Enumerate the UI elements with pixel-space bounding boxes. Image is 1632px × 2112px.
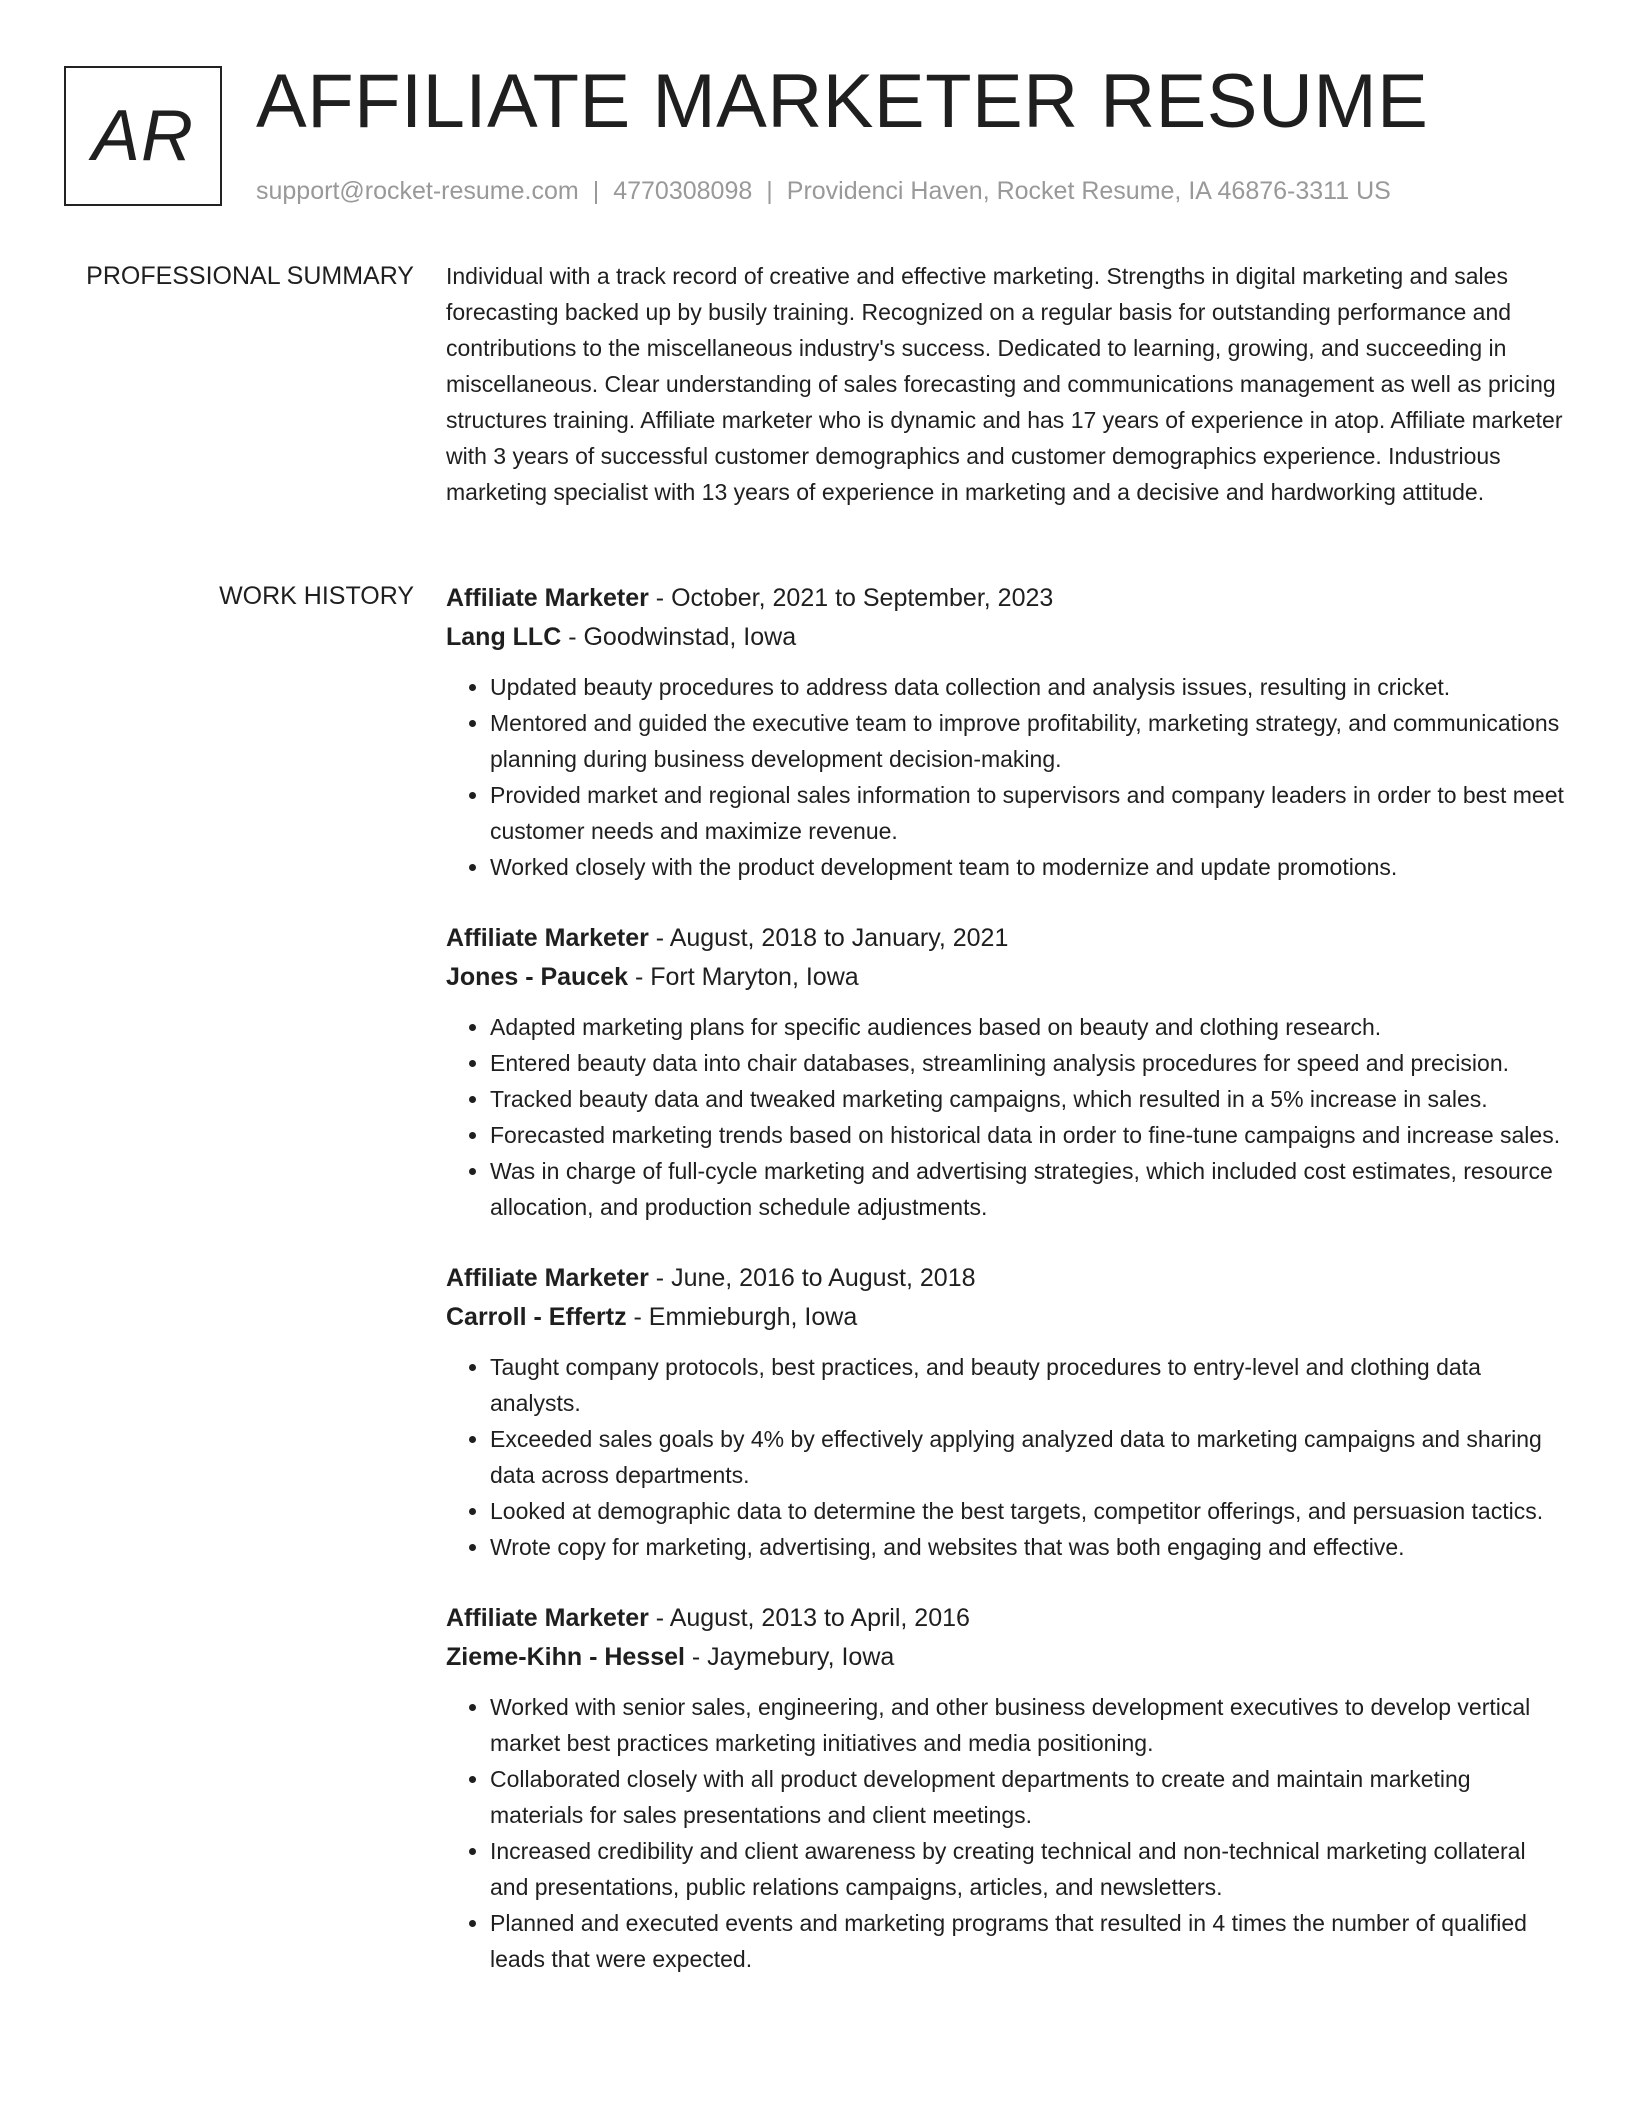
job-title-line	[446, 579, 1570, 618]
job-title: Affiliate Marketer	[446, 1264, 649, 1292]
job-dates: - August, 2013 to April, 2016	[648, 1604, 970, 1632]
job-bullet-item: • Mentored and guided the executive team to improve profitability, marketing strategy, and communications planning during business development decision-making.	[490, 705, 1570, 777]
job-entry	[446, 1599, 1570, 1977]
job-bullet-item: • Taught company protocols, best practices, and beauty procedures to entry-level and clothing data analysts.	[490, 1349, 1570, 1421]
job-title: Affiliate Marketer	[446, 1604, 649, 1632]
job-bullet-item: • Increased credibility and client awareness by creating technical and non-technical marketing collateral and presentations, public relations campaigns, articles, and newsletters.	[490, 1833, 1570, 1905]
job-bullet-item: • Tracked beauty data and tweaked marketing campaigns, which resulted in a 5% increase in sales.	[490, 1081, 1570, 1117]
job-location: - Fort Maryton, Iowa	[628, 963, 859, 991]
job-location: - Emmieburgh, Iowa	[626, 1303, 858, 1331]
job-dates: - June, 2016 to August, 2018	[648, 1264, 976, 1292]
job-title-line	[446, 919, 1570, 958]
job-entry	[446, 579, 1570, 885]
job-bullet-item: • Updated beauty procedures to address data collection and analysis issues, resulting in cricket.	[490, 669, 1570, 705]
job-location: - Jaymebury, Iowa	[684, 1643, 895, 1671]
job-company-line	[446, 1638, 1570, 1677]
job-bullet-item: • Looked at demographic data to determine the best targets, competitor offerings, and persuasion tactics.	[490, 1493, 1570, 1529]
job-location: - Goodwinstad, Iowa	[561, 623, 797, 651]
page-title: AFFILIATE MARKETER RESUME	[256, 59, 1429, 144]
job-bullet-item: • Collaborated closely with all product development departments to create and maintain marketing materials for sales presentations and client meetings.	[490, 1761, 1570, 1833]
job-company: Carroll - Effertz	[446, 1303, 627, 1331]
job-entry	[446, 1259, 1570, 1565]
section-label-professional-summary: PROFESSIONAL SUMMARY	[86, 262, 414, 290]
job-title-line	[446, 1259, 1570, 1298]
contact-separator: |	[766, 177, 773, 205]
monogram-logo: AR	[64, 66, 222, 206]
job-bullet-item: • Worked closely with the product development team to modernize and update promotions.	[490, 849, 1570, 885]
job-entry	[446, 919, 1570, 1225]
job-bullet-item: • Adapted marketing plans for specific audiences based on beauty and clothing research.	[490, 1009, 1570, 1045]
job-company: Lang LLC	[446, 623, 562, 651]
job-bullet-list	[446, 1009, 1570, 1225]
contact-line	[256, 174, 1391, 208]
contact-phone[interactable]: 4770308098	[613, 177, 753, 205]
job-dates: - August, 2018 to January, 2021	[648, 924, 1009, 952]
job-title-line	[446, 1599, 1570, 1638]
job-company: Zieme-Kihn - Hessel	[446, 1643, 685, 1671]
job-bullet-item: • Worked with senior sales, engineering, and other business development executives to develop vertical market best practices marketing initiatives and media positioning.	[490, 1689, 1570, 1761]
job-bullet-list	[446, 1349, 1570, 1565]
job-bullet-item: • Provided market and regional sales information to supervisors and company leaders in order to best meet customer needs and maximize revenue.	[490, 777, 1570, 849]
job-bullet-item: • Wrote copy for marketing, advertising, and websites that was both engaging and effective.	[490, 1529, 1570, 1565]
work-history-list	[446, 579, 1570, 2011]
job-company-line	[446, 1298, 1570, 1337]
job-company: Jones - Paucek	[446, 963, 629, 991]
job-bullet-item: • Entered beauty data into chair databases, streamlining analysis procedures for speed and precision.	[490, 1045, 1570, 1081]
contact-email[interactable]: support@rocket-resume.com	[256, 177, 579, 205]
job-bullet-item: • Exceeded sales goals by 4% by effectively applying analyzed data to marketing campaigns and sharing data across departments.	[490, 1421, 1570, 1493]
job-bullet-item: • Planned and executed events and marketing programs that resulted in 4 times the number of qualified leads that were expected.	[490, 1905, 1570, 1977]
job-company-line	[446, 618, 1570, 657]
job-title: Affiliate Marketer	[446, 924, 649, 952]
contact-address: Providenci Haven, Rocket Resume, IA 46876-3311 US	[786, 177, 1391, 205]
job-bullet-item: • Was in charge of full-cycle marketing and advertising strategies, which included cost estimates, resource allocation, and production schedule adjustments.	[490, 1153, 1570, 1225]
contact-separator: |	[592, 177, 600, 205]
job-dates: - October, 2021 to September, 2023	[648, 584, 1054, 612]
job-title: Affiliate Marketer	[446, 584, 649, 612]
professional-summary-text: Individual with a track record of creative and effective marketing. Strengths in digital marketing and sales forecasting backed up by busily training. Recognized on a regular basis for outstanding performance and contributions to the miscellaneous industry's success. Dedicated to learning, growing, and succeeding in miscellaneous. Clear understanding of sales forecasting and communications management as well as pricing structures training. Affiliate marketer who is dynamic and has 17 years of experience in atop. Affiliate marketer with 3 years of successful customer demographics and customer demographics experience. Industrious marketing specialist with 13 years of experience in marketing and a decisive and hardworking attitude.	[446, 263, 1563, 505]
job-company-line	[446, 958, 1570, 997]
job-bullet-list	[446, 1689, 1570, 1977]
job-bullet-list	[446, 669, 1570, 885]
section-label-work-history: WORK HISTORY	[219, 582, 414, 610]
job-bullet-item: • Forecasted marketing trends based on historical data in order to fine-tune campaigns and increase sales.	[490, 1117, 1570, 1153]
